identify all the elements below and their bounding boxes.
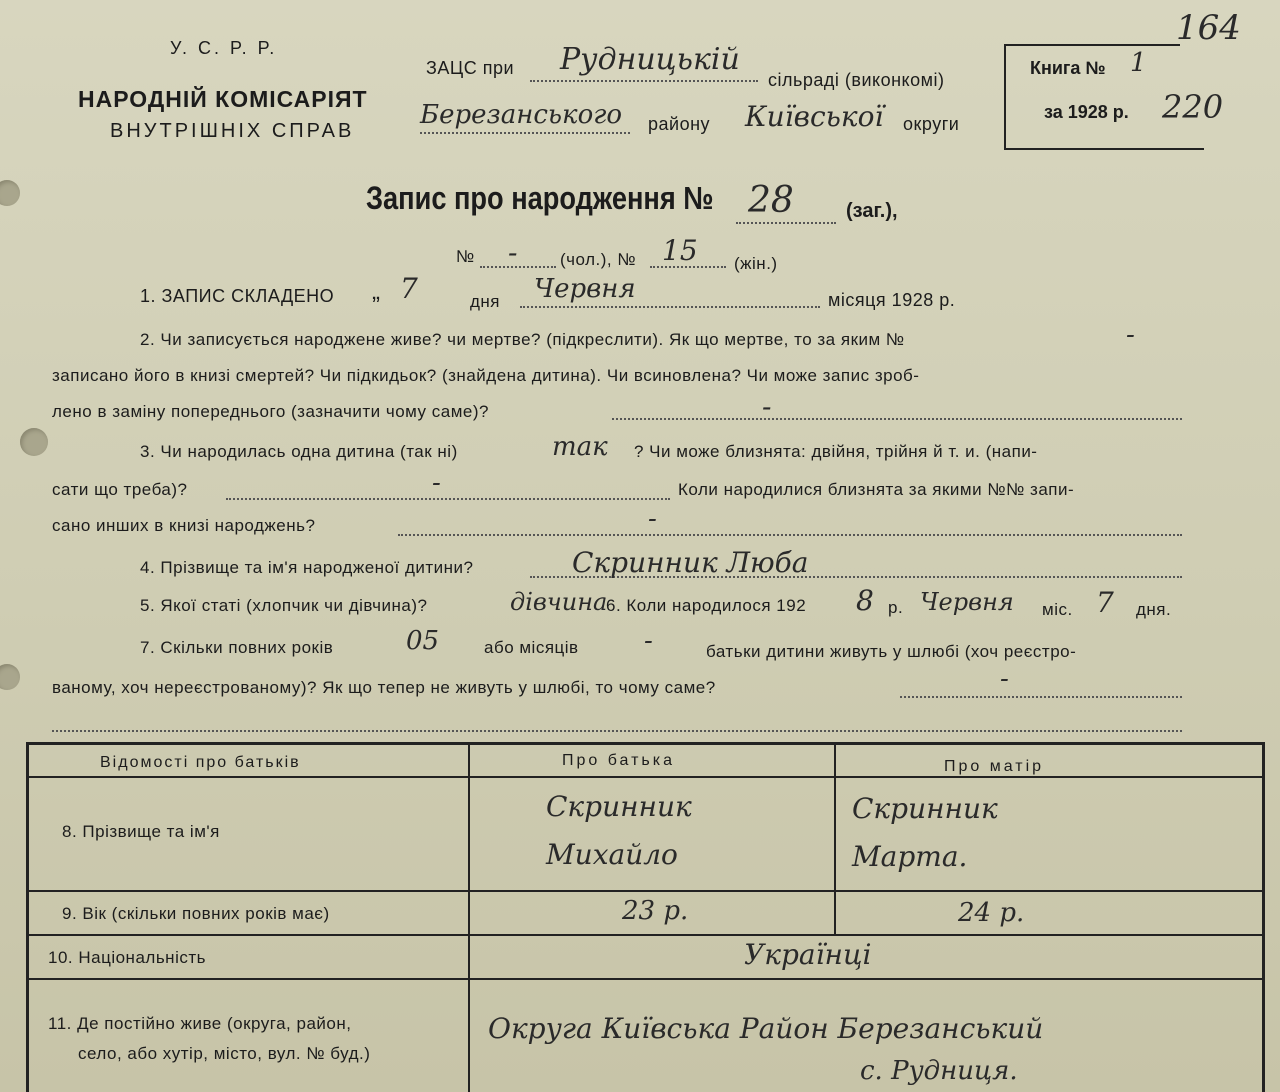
birth-year-digit: 8 <box>856 584 874 617</box>
row-10-label: 10. Національність <box>48 948 206 967</box>
dotted-line <box>612 418 1182 420</box>
residence-line-1: Округа Київська Район Березанський <box>488 1012 1044 1045</box>
mother-surname: Скринник <box>852 792 998 825</box>
q7-text-c: батьки дитини живуть у шлюбі (хоч реєстро- <box>706 642 1077 661</box>
quote-open: „ <box>372 278 380 305</box>
row-8-label: 8. Прізвище та ім'я <box>62 822 220 841</box>
row-divider <box>26 978 1264 980</box>
q2-line3: лено в заміну попереднього (зазначити чому саме)? <box>52 402 489 421</box>
okruga-label: округи <box>903 114 960 134</box>
table-border-left <box>26 742 29 1092</box>
dotted-line <box>530 80 758 82</box>
q7-line2-answer: - <box>1000 664 1009 694</box>
q1-day-label: дня <box>470 292 501 311</box>
marriage-years: 05 <box>406 626 440 656</box>
selsovet-label: сільраді (виконкомі) <box>768 70 945 90</box>
q7-text-a: 7. Скільки повних років <box>140 638 334 657</box>
q1-text: 1. ЗАПИС СКЛАДЕНО <box>140 286 335 306</box>
col-divider <box>834 742 836 934</box>
q3-line1-a: 3. Чи народилась одна дитина (так ні) <box>140 442 458 461</box>
department-title: ВНУТРІШНІХ СПРАВ <box>110 120 355 142</box>
book-box-left-border <box>1004 44 1006 150</box>
q2-line3-answer: - <box>762 390 772 423</box>
birth-day: 7 <box>1096 586 1114 619</box>
q2-line1-answer: - <box>1126 320 1135 350</box>
row-divider <box>26 890 1264 892</box>
q3-line1-b: ? Чи може близнята: двійня, трійня й т. и. (напи- <box>634 442 1038 461</box>
child-sex: дівчина <box>510 588 608 616</box>
q4-text: 4. Прізвище та ім'я народженої дитини? <box>140 558 474 577</box>
table-header-info: Відомості про батьків <box>100 754 301 771</box>
q3-line2-answer: - <box>432 468 441 498</box>
rayon-label: району <box>648 114 711 134</box>
zags-label: ЗАЦС при <box>426 58 515 78</box>
selsovet-handwritten: Рудницькій <box>560 42 740 77</box>
mother-age: 24 р. <box>958 898 1025 928</box>
nationality: Українці <box>744 938 872 971</box>
state-abbr: У. С. Р. Р. <box>170 38 278 58</box>
col-divider <box>468 742 470 1092</box>
book-label: Книга № <box>1030 58 1106 78</box>
female-number: 15 <box>662 234 698 267</box>
q1-month-label: місяця 1928 р. <box>828 290 956 310</box>
rayon-handwritten: Березанського <box>420 100 623 130</box>
q6-text: 6. Коли народилося 192 <box>606 596 807 615</box>
male-label: (чол.), № <box>560 250 637 269</box>
row-divider <box>26 776 1264 778</box>
title-prefix: Запис про народження № <box>366 180 714 216</box>
father-surname: Скринник <box>546 790 692 823</box>
dotted-line <box>736 222 836 224</box>
binder-hole <box>0 664 20 690</box>
q1-month: Червня <box>534 274 636 304</box>
year-handwritten: 220 <box>1162 88 1224 126</box>
record-title <box>366 180 775 217</box>
q3-answer: так <box>552 432 608 462</box>
q2-line1: 2. Чи записується народжене живе? чи мертве? (підкреслити). Як що мертве, то за яким № <box>140 330 905 349</box>
okruga-handwritten: Київської <box>745 100 884 133</box>
commissariat-title: НАРОДНІЙ КОМІСАРІЯТ <box>78 86 368 112</box>
q3-line3-answer: - <box>648 504 657 534</box>
book-box-bottom-border <box>1004 148 1204 150</box>
q7-line2: ваному, хоч нереєстрованому)? Як що тепер не живуть у шлюбі, то чому саме? <box>52 678 716 697</box>
no-label: № <box>456 247 475 266</box>
q2-line2: записано його в книзі смертей? Чи підкидьок? (знайдена дитина). Чи всиновлена? Чи може запис зроб- <box>52 366 920 385</box>
q7-text-b: або місяців <box>484 638 579 657</box>
dotted-line <box>480 266 556 268</box>
mother-name: Марта. <box>852 840 968 873</box>
binder-hole <box>20 428 48 456</box>
row-11-label-1: 11. Де постійно живе (округа, район, <box>48 1014 352 1033</box>
row-divider <box>26 934 1264 936</box>
q3-line2-a: сати що треба)? <box>52 480 188 499</box>
q5-text: 5. Якої статі (хлопчик чи дівчина)? <box>140 596 428 615</box>
dotted-line <box>398 534 1182 536</box>
dotted-line <box>520 306 820 308</box>
female-label: (жін.) <box>734 254 778 273</box>
q3-line2-b: Коли народилися близнята за якими №№ запи- <box>678 480 1075 499</box>
row-9-label: 9. Вік (скільки повних років має) <box>62 904 330 923</box>
table-border-top <box>26 742 1264 745</box>
dotted-line <box>52 730 1182 732</box>
table-header-mother: Про матір <box>944 758 1045 775</box>
birth-month: Червня <box>920 588 1014 616</box>
row-11-label-2: село, або хутір, місто, вул. № буд.) <box>78 1044 371 1063</box>
table-border-right <box>1262 742 1265 1092</box>
child-name: Скринник Люба <box>572 546 809 579</box>
table-header-father: Про батька <box>562 752 675 769</box>
record-number: 28 <box>748 180 794 221</box>
book-number: 1 <box>1130 48 1147 78</box>
q3-line3: сано инших в книзі народжень? <box>52 516 316 535</box>
father-age: 23 р. <box>622 896 689 926</box>
birth-day-label: дня. <box>1136 600 1172 619</box>
residence-line-2: с. Рудниця. <box>860 1056 1018 1086</box>
page-number: 164 <box>1176 8 1241 48</box>
title-suffix: (заг.), <box>846 200 898 222</box>
marriage-months: - <box>644 626 653 656</box>
dotted-line <box>226 498 670 500</box>
q6-year-label: р. <box>888 598 904 617</box>
binder-hole <box>0 180 20 206</box>
birth-month-label: міс. <box>1042 600 1073 619</box>
male-number: - <box>508 236 518 269</box>
year-label: за 1928 р. <box>1044 102 1129 122</box>
book-box-top-border <box>1004 44 1180 46</box>
q1-day: 7 <box>400 272 418 305</box>
dotted-line <box>420 132 630 134</box>
dotted-line <box>900 696 1182 698</box>
father-name: Михайло <box>546 838 678 871</box>
